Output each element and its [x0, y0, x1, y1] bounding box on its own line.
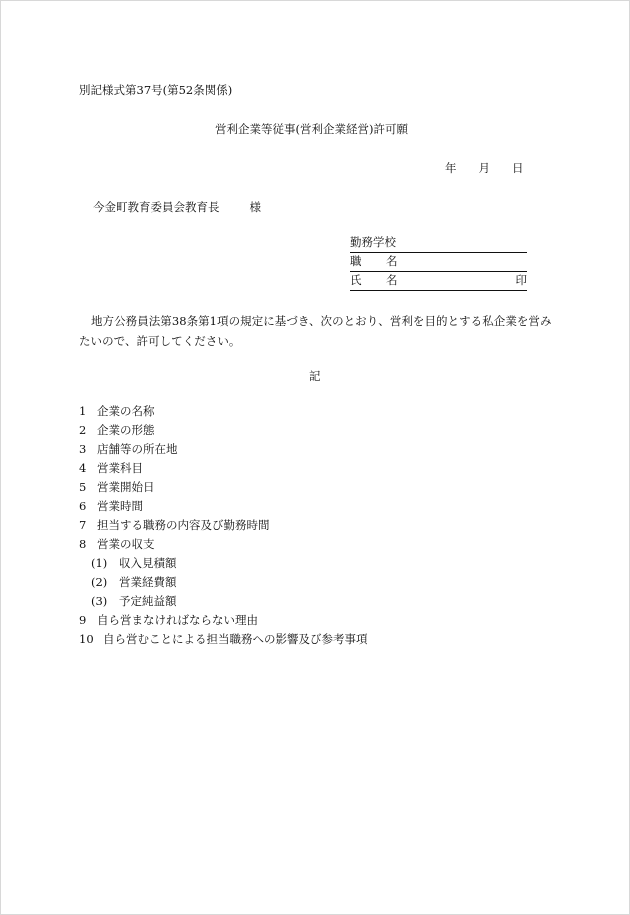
item-number: 8 — [79, 537, 87, 551]
addressee-name: 今金町教育委員会教育長 — [93, 200, 220, 214]
sub-item-text: 収入見積額 — [119, 556, 177, 570]
sub-item-text: 予定純益額 — [119, 594, 177, 608]
item-number: 9 — [79, 613, 87, 627]
sub-item-number: (3) — [91, 594, 108, 608]
date-year-label: 年 — [445, 161, 457, 175]
item-text: 営業時間 — [97, 499, 143, 513]
item-number: 3 — [79, 442, 87, 456]
item-number: 7 — [79, 518, 87, 532]
item-number: 1 — [79, 404, 87, 418]
applicant-name-label-2: 名 — [386, 273, 398, 287]
date-month-label: 月 — [478, 161, 490, 175]
addressee — [93, 202, 261, 214]
item-list — [79, 406, 368, 653]
sub-item-number: (2) — [91, 575, 108, 589]
item-text: 自ら営まなければならない理由 — [97, 613, 258, 627]
applicant-school-line — [350, 237, 527, 253]
applicant-name-line — [350, 275, 527, 291]
sub-item-number: (1) — [91, 556, 108, 570]
applicant-school-label: 勤務学校 — [350, 235, 396, 249]
item-number: 2 — [79, 423, 87, 437]
item-number: 5 — [79, 480, 87, 494]
item-text: 店舗等の所在地 — [97, 442, 178, 456]
item-number: 4 — [79, 461, 87, 475]
item-number: 6 — [79, 499, 87, 513]
item-text: 企業の形態 — [97, 423, 155, 437]
item-number: 10 — [79, 632, 94, 646]
ki-heading: 記 — [309, 369, 321, 383]
document-title: 営利企業等従事(営利企業経営)許可願 — [215, 122, 408, 136]
sub-item-text: 営業経費額 — [119, 575, 177, 589]
form-number: 別記様式第37号(第52条関係) — [79, 83, 233, 97]
item-text: 企業の名称 — [97, 404, 155, 418]
list-item — [79, 634, 368, 653]
date-day-label: 日 — [512, 161, 524, 175]
item-text: 営業開始日 — [97, 480, 155, 494]
applicant-position-label-1: 職 — [350, 254, 362, 268]
applicant-name-label-1: 氏 — [350, 273, 362, 287]
applicant-position-label-2: 名 — [386, 254, 398, 268]
item-text: 営業の収支 — [97, 537, 155, 551]
addressee-honorific: 様 — [249, 200, 261, 214]
body-paragraph: 地方公務員法第38条第1項の規定に基づき、次のとおり、営利を目的とする私企業を営みたいので、許可してください。 — [79, 314, 552, 348]
seal-mark: 印 — [515, 273, 527, 287]
item-text: 自ら営むことによる担当職務への影響及び参考事項 — [103, 632, 368, 646]
date-line — [445, 163, 524, 175]
item-text: 担当する職務の内容及び勤務時間 — [97, 518, 270, 532]
item-text: 営業科目 — [97, 461, 143, 475]
applicant-position-line — [350, 256, 527, 272]
